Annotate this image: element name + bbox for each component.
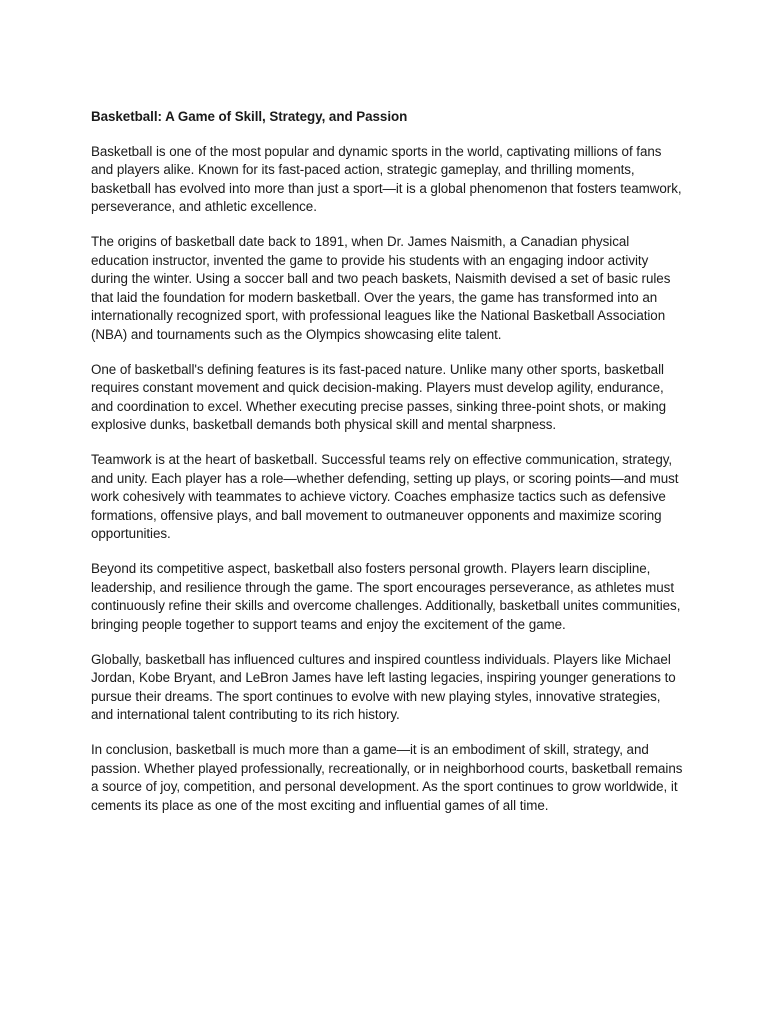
- paragraph-conclusion: In conclusion, basketball is much more than a game—it is an embodiment of skill, strategy, and passion. Whether played professionally, recreationally, or in neighborhood courts, basketball remains a source of joy, competition, and personal development. As the sport continues to grow worldwide, it cements its place as one of the most exciting and influential games of all time.: [91, 742, 683, 813]
- document-page: [91, 108, 683, 832]
- paragraph-origins: The origins of basketball date back to 1891, when Dr. James Naismith, a Canadian physical education instructor, invented the game to provide his students with an engaging indoor activity during the winter. Using a soccer ball and two peach baskets, Naismith devised a set of basic rules that laid the foundation for modern basketball. Over the years, the game has transformed into an internationally recognized sport, with professional leagues like the National Basketball Association (NBA) and tournaments such as the Olympics showcasing elite talent.: [91, 234, 671, 342]
- paragraph-personal-growth: Beyond its competitive aspect, basketball also fosters personal growth. Players learn discipline, leadership, and resilience through the game. The sport encourages perseverance, as athletes must continuously refine their skills and overcome challenges. Additionally, basketball unites communities, bringing people together to support teams and enjoy the excitement of the game.: [91, 561, 681, 632]
- paragraph-intro: Basketball is one of the most popular and dynamic sports in the world, captivating millions of fans and players alike. Known for its fast-paced action, strategic gameplay, and thrilling moments, basketball has evolved into more than just a sport—it is a global phenomenon that fosters teamwork, perseverance, and athletic excellence.: [91, 143, 682, 214]
- paragraph-global-influence: Globally, basketball has influenced cultures and inspired countless individuals. Players like Michael Jordan, Kobe Bryant, and LeBron James have left lasting legacies, inspiring younger generations to pursue their dreams. The sport continues to evolve with new playing styles, innovative strategies, and international talent contributing to its rich history.: [91, 651, 676, 722]
- paragraph-fast-paced: One of basketball's defining features is its fast-paced nature. Unlike many other sports, basketball requires constant movement and quick decision-making. Players must develop agility, endurance, and coordination to excel. Whether executing precise passes, sinking three-point shots, or making explosive dunks, basketball demands both physical skill and mental sharpness.: [91, 361, 666, 432]
- document-title: Basketball: A Game of Skill, Strategy, and Passion: [91, 109, 408, 124]
- paragraph-teamwork: Teamwork is at the heart of basketball. Successful teams rely on effective communication, strategy, and unity. Each player has a role—whether defending, setting up plays, or scoring points—and must work cohesively with teammates to achieve victory. Coaches emphasize tactics such as defensive formations, offensive plays, and ball movement to outmaneuver opponents and maximize scoring opportunities.: [91, 452, 679, 541]
